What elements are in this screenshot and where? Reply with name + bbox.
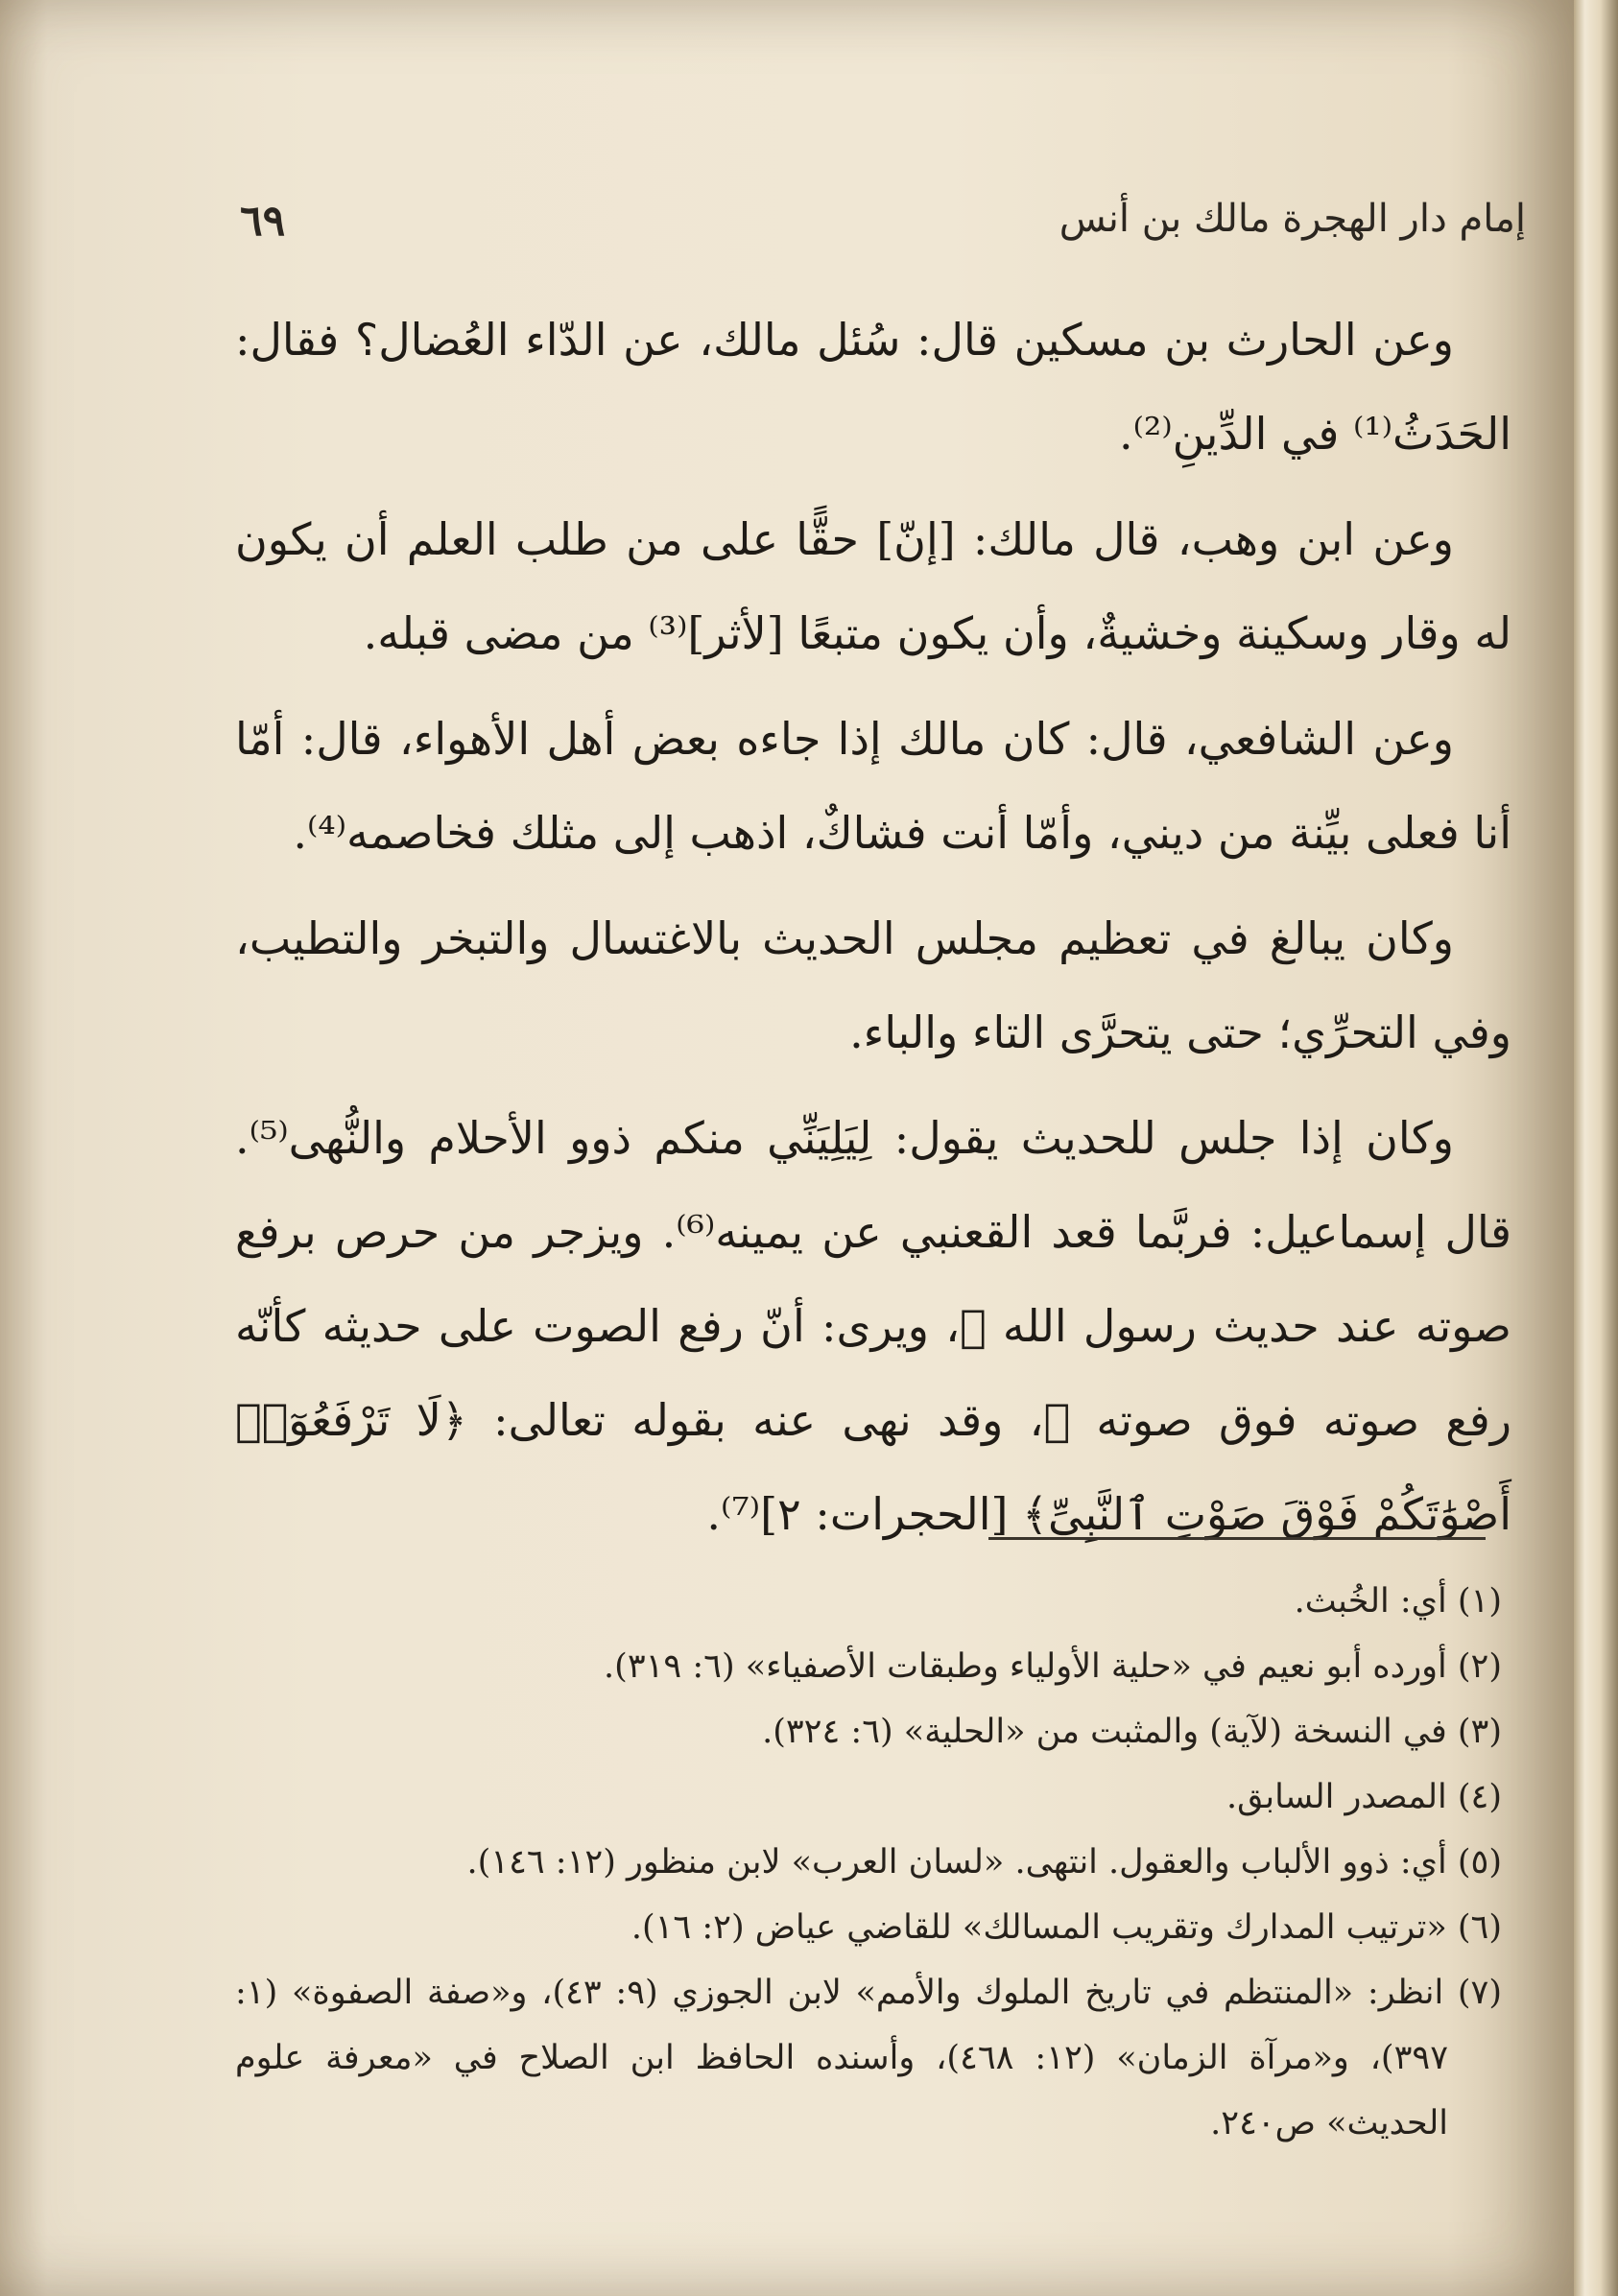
main-text: [235, 293, 1511, 1573]
next-page-edge: [1574, 0, 1618, 2296]
page-header: [240, 197, 1526, 264]
running-title: إمام دار الهجرة مالك بن أنس: [1059, 197, 1526, 241]
footnote: (٢) أورده أبو نعيم في «حلية الأولياء وطبقات الأصفياء» (٦: ٣١٩).: [604, 1647, 1502, 1686]
footnote: (٥) أي: ذوو الألباب والعقول. انتهى. «لسان العرب» لابن منظور (١٢: ١٤٦).: [466, 1843, 1502, 1882]
footnote: (٣) في النسخة (لآية) والمثبت من «الحلية» (٦: ٣٢٤).: [762, 1713, 1502, 1751]
paragraph: وكان يبالغ في تعظيم مجلس الحديث بالاغتسال والتبخر والتطيب، وفي التحرِّي؛ حتى يتحرَّى التاء والباء.: [235, 912, 1511, 1058]
footnote: (٧) انظر: «المنتظم في تاريخ الملوك والأمم» لابن الجوزي (٩: ٤٣)، و«صفة الصفوة» (١: ٣٩٧)، و«مرآة الزمان» (١٢: ٤٦٨)، وأسنده الحافظ ابن الصلاح في «معرفة علوم الحديث» ص٢٤٠.: [235, 1974, 1503, 2142]
page-number: ٦٩: [240, 197, 286, 246]
footnote-divider: [988, 1537, 1486, 1540]
footnote: (١) أي: الخُبث.: [1294, 1582, 1502, 1621]
paragraph: وكان إذا جلس للحديث يقول: لِيَلِيَنِّي منكم ذوو الأحلام والنُّهى⁽⁵⁾. قال إسماعيل: فربَّما قعد القعنبي عن يمينه⁽⁶⁾. ويزجر من حرص برفع صوته عند حديث رسول الله ﷺ، ويرى: أنّ رفع الصوت على حديثه كأنّه رفع صوته فوق صوته ﷺ، وقد نهى عنه بقوله تعالى: ﴿لَا تَرْفَعُوٓا۟ أَصْوَٰتَكُمْ فَوْقَ صَوْتِ ٱلنَّبِىِّ﴾ [الحجرات: ٢]⁽⁷⁾.: [235, 1112, 1511, 1540]
paragraph: وعن الحارث بن مسكين قال: سُئل مالك، عن الدّاء العُضال؟ فقال: الحَدَثُ⁽¹⁾ في الدِّينِ⁽²⁾.: [235, 314, 1511, 460]
paragraph: وعن ابن وهب، قال مالك: [إنّ] حقًّا على من طلب العلم أن يكون له وقار وسكينة وخشيةٌ، وأن يكون متبعًا [لأثر]⁽³⁾ من مضى قبله.: [235, 513, 1511, 659]
paragraph: وعن الشافعي، قال: كان مالك إذا جاءه بعض أهل الأهواء، قال: أمّا أنا فعلى بيِّنة من ديني، وأمّا أنت فشاكٌ، اذهب إلى مثلك فخاصمه⁽⁴⁾.: [235, 713, 1511, 859]
footnote: (٦) «ترتيب المدارك وتقريب المسالك» للقاضي عياض (٢: ١٦).: [631, 1908, 1502, 1947]
footnote: (٤) المصدر السابق.: [1226, 1778, 1502, 1816]
footnotes: [235, 1569, 1502, 2156]
